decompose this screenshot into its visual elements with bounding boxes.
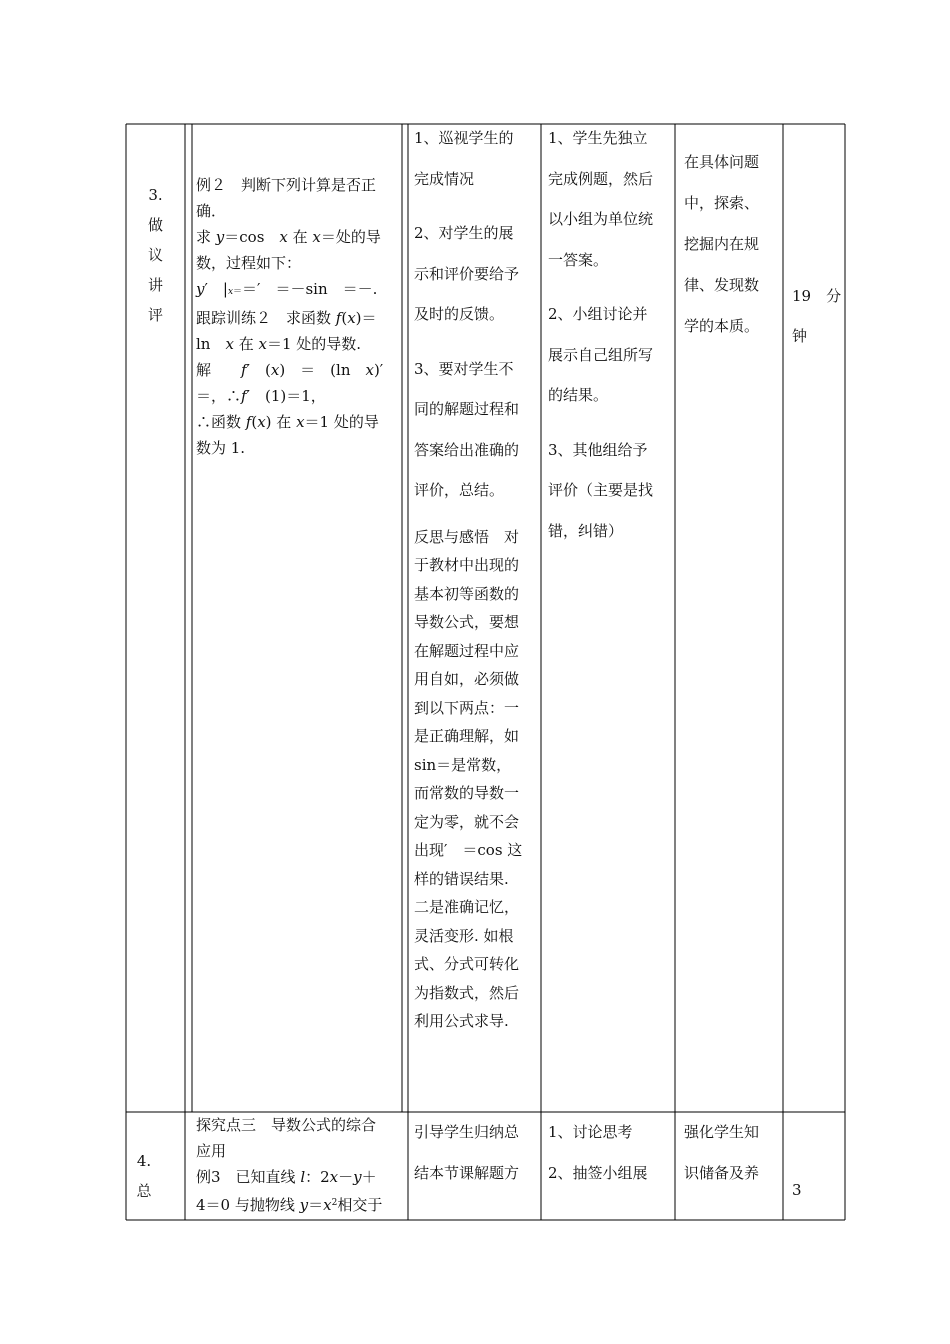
teacher-line: 1、巡视学生的 xyxy=(414,129,514,147)
content-line: 例２ 判断下列计算是否正 xyxy=(196,176,377,194)
teacher-line: 3、要对学生不 xyxy=(414,359,514,378)
stage-char: 总 xyxy=(136,1182,152,1200)
goal-line: 律、发现数 xyxy=(684,276,760,294)
teacher-line: 示和评价要给予 xyxy=(414,264,520,283)
stage-char: 评 xyxy=(147,306,163,324)
content-line: 数，过程如下： xyxy=(196,254,302,272)
student-line: 的结果。 xyxy=(548,386,609,404)
content-line: 跟踪训练２ 求函数 f(x)＝ xyxy=(196,309,377,327)
stage-char: 议 xyxy=(147,246,163,264)
student-line: 错，纠错） xyxy=(548,521,624,540)
student-line: 3、其他组给予 xyxy=(548,440,648,459)
student-line: 展示自己组所写 xyxy=(548,345,654,364)
teacher-activity-cell xyxy=(414,118,538,1036)
teacher-line: 完成情况 xyxy=(414,169,475,188)
teacher-line: 及时的反馈。 xyxy=(414,305,505,323)
stage-number: 3. xyxy=(148,186,163,204)
design-intent-cell xyxy=(684,142,780,347)
student-activity-cell-2 xyxy=(548,1112,672,1193)
student-line: 完成例题，然后 xyxy=(548,169,654,188)
student-line: 2、小组讨论并 xyxy=(548,305,648,323)
stage-cell-3 xyxy=(126,180,185,330)
time-value: 3 xyxy=(792,1181,802,1199)
goal-line: 中，探索、 xyxy=(684,194,760,212)
content-line: 数为 1. xyxy=(196,439,246,457)
teacher-line: 评价，总结。 xyxy=(414,481,505,499)
teacher-line: 结本节课解题方 xyxy=(414,1163,520,1182)
student-line: 1、学生先独立 xyxy=(548,129,648,147)
stage-char: 讲 xyxy=(147,276,163,294)
content-line: 探究点三 导数公式的综合 xyxy=(196,1116,377,1134)
content-cell-inquiry-3 xyxy=(196,1112,404,1218)
student-activity-cell xyxy=(548,118,672,551)
student-line: 2、抽签小组展 xyxy=(548,1163,648,1182)
time-value: 19 分 xyxy=(792,287,842,305)
content-line: 应用 xyxy=(196,1142,227,1160)
reflection-paragraph: 反思与感悟 对 于教材中出现的 基本初等函数的 导数公式，要想 在解题过程中应 用自如，必须做 到以下两点：一 是正确理解，如 sin＝是常数， 而常数的导数一 定为零，就不会 出现′ ＝cos 这 样的错误结果. 二是准确记忆， 灵活变形. 如根 式、分式可转化 为指数式，然后 利用公式求导. xyxy=(414,527,523,1030)
time-unit: 钟 xyxy=(792,327,808,345)
content-line: 4＝0 与抛物线 $y=x^2$相交于 xyxy=(196,1196,383,1214)
student-line: 评价（主要是找 xyxy=(548,481,654,499)
goal-line: 挖掘内在规 xyxy=(684,235,760,253)
goal-line: 强化学生知 xyxy=(684,1123,760,1141)
content-line: ＝，∴f′ (1)＝1， xyxy=(196,387,326,405)
teacher-activity-cell-2 xyxy=(414,1112,538,1193)
goal-line: 在具体问题 xyxy=(684,153,760,171)
goal-line: 学的本质。 xyxy=(684,317,760,335)
time-cell xyxy=(792,276,842,356)
design-intent-cell-2 xyxy=(684,1112,780,1194)
content-line: 例3 已知直线 l：2x－y＋ xyxy=(196,1168,377,1186)
content-line: y′ |x＝＝′ ＝－sin ＝－. xyxy=(196,280,378,298)
student-line: 一答案。 xyxy=(548,250,609,269)
content-line: 求 y＝cos x 在 x＝处的导 xyxy=(196,228,381,246)
content-cell-example-2 xyxy=(196,172,400,461)
student-line: 1、讨论思考 xyxy=(548,1123,633,1141)
content-line: 解 f′ (x) ＝ (ln x)′ xyxy=(196,361,384,379)
teacher-line: 同的解题过程和 xyxy=(414,400,520,418)
time-cell-2 xyxy=(792,1170,842,1210)
teacher-line: 2、对学生的展 xyxy=(414,224,514,242)
content-line: ln x 在 x＝1 处的导数. xyxy=(196,335,362,353)
stage-cell-4 xyxy=(126,1146,162,1206)
stage-char: 做 xyxy=(147,216,163,234)
teacher-line: 答案给出准确的 xyxy=(414,440,520,459)
goal-line: 识储备及养 xyxy=(684,1164,760,1182)
teacher-line: 引导学生归纳总 xyxy=(414,1123,520,1141)
stage-number: 4. xyxy=(136,1152,152,1170)
student-line: 以小组为单位统 xyxy=(548,210,654,228)
content-line: 确． xyxy=(196,202,227,220)
content-line: ∴函数 f(x) 在 x＝1 处的导 xyxy=(196,413,379,431)
